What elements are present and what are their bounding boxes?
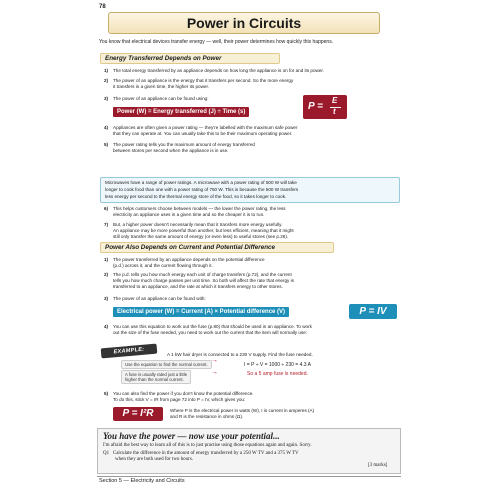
p-equals-e-over-t-box: P = E t: [303, 95, 347, 119]
formula3-description-line-1: Where P is the electrical power in watts (W), I is current in amperes (A): [170, 408, 315, 413]
practice-box: [97, 428, 401, 474]
section-heading-current-pd: Power Also Depends on Current and Potential Difference: [100, 242, 334, 253]
s2-point-5: 5) You can also find the power if you don't know the potential difference.: [104, 391, 254, 396]
p-equals-iv-box: P = IV: [349, 304, 397, 319]
page-number: 78: [99, 4, 106, 10]
practice-question: Q1 Calculate the difference in the amount of energy transferred by a 250 W TV and a 375 W TV: [103, 451, 299, 456]
example-badge: EXAMPLE:: [101, 344, 158, 359]
s2-point-5-line-2: To do this, stick V = IR from page 72 into P = IV, which gives you:: [113, 397, 246, 402]
s2-point-1: 1) The power transferred by an appliance depends on the potential difference: [104, 257, 265, 262]
p-equals-i2r-box: P = I²R: [113, 407, 163, 421]
example-answer: So a 5 amp fuse is needed.: [247, 371, 308, 377]
s1-point-6: 6) This helps customers choose between models — the lower the power rating, the less: [104, 206, 286, 211]
practice-marks: [3 marks]: [368, 463, 388, 468]
s2-point-2-line-3: transferred to an appliance, and the rate at which it transfers energy to other stores.: [113, 284, 283, 289]
s1-point-7: 7) But, a higher power doesn't necessarily mean that it transfers more energy usefully.: [104, 222, 283, 227]
footer-divider: [97, 476, 401, 477]
page-title: Power in Circuits: [108, 12, 380, 34]
s1-point-4-line-2: that they can operate at. You can usually take this to be their maximum operating power.: [113, 131, 293, 136]
microwave-line-2: longer to cook food than one with a power rating of 750 W. This is because the 500 W transfers: [105, 187, 299, 192]
example-note-equation: Use the equation to find the normal current.: [121, 360, 212, 369]
s1-point-5-line-2: between stores per second when the appliance is in use.: [113, 148, 229, 153]
intro-text: You know that electrical devices transfer energy — well, their power determines how quickly this happens.: [99, 39, 334, 45]
practice-question-line-2: when they are both used for two hours.: [115, 457, 194, 462]
s2-point-3: 3) The power of an appliance can be found with:: [104, 296, 206, 301]
energy-power-formula: Power (W) = Energy transferred (J) ÷ Time (s): [113, 107, 249, 117]
microwave-line-3: less energy per second to the thermal energy store of the food, so it takes longer to cook.: [105, 194, 287, 199]
s1-point-2-line-2: it transfers in a given time, the higher its power.: [113, 84, 210, 89]
example-box: [99, 352, 401, 383]
s2-point-4-line-2: out the size of the fuse needed, you need to work out the current that the item will normally use:: [113, 330, 308, 335]
example-question: A 1 kW hair dryer is connected to a 230 V supply. Find the fuse needed.: [167, 352, 313, 357]
example-calculation: I = P ÷ V = 1000 ÷ 230 = 4.3 A: [244, 362, 311, 368]
s2-point-2-line-2: tells you how much charge passes per unit time. So both will affect the rate that energy is: [113, 278, 294, 283]
current-pd-power-formula: Electrical power (W) = Current (A) × Potential difference (V): [113, 307, 289, 317]
s1-point-2: 2) The power of an appliance is the energy that it transfers per second. So the more energy: [104, 78, 294, 83]
s1-point-7-line-2: An appliance may be more powerful than another, but less efficient, meaning that it might: [113, 228, 294, 233]
s1-point-3: 3) The power of an appliance can be found using:: [104, 96, 209, 101]
section-heading-energy: Energy Transferred Depends on Power: [100, 53, 280, 64]
s2-point-2: 2) The p.d. tells you how much energy each unit of charge transfers (p.72), and the current: [104, 272, 292, 277]
example-note-fuse: A fuse is usually rated just a little higher than the normal current.: [121, 370, 191, 384]
footer-section-label: Section 5 — Electricity and Circuits: [99, 478, 185, 484]
microwave-line-1: Microwaves have a range of power ratings. A microwave with a power rating of 500 W will take: [105, 180, 297, 185]
s1-point-6-line-2: electricity an appliance uses in a given time and so the cheaper it is to run.: [113, 212, 265, 217]
formula3-description-line-2: and R is the resistance in ohms (Ω).: [170, 414, 244, 419]
s1-point-4: 4) Appliances are often given a power rating — they're labelled with the maximum safe power: [104, 125, 298, 130]
s1-point-1: 1) The total energy transferred by an appliance depends on how long the appliance is on for and its power.: [104, 68, 324, 73]
arrow-icon: →: [211, 369, 218, 376]
s1-point-5: 5) The power rating tells you the maximum amount of energy transferred: [104, 142, 255, 147]
s1-point-7-line-3: still only transfer the same amount of energy (or even less) to useful stores (see p.26).: [113, 234, 289, 239]
s2-point-1-line-2: (p.d.) across it, and the current flowing through it.: [113, 263, 213, 268]
s2-point-4: 4) You can use this equation to work out the fuse (p.80) that should be used in an appliance. To work: [104, 324, 312, 329]
practice-heading: You have the power — now use your potential...: [103, 431, 280, 441]
microwave-example-box: [100, 177, 400, 203]
arrow-icon: →: [211, 357, 218, 364]
practice-text: I'm afraid the best way to learn all of this is to just practise using those equations again and again. Sorry.: [103, 443, 312, 448]
